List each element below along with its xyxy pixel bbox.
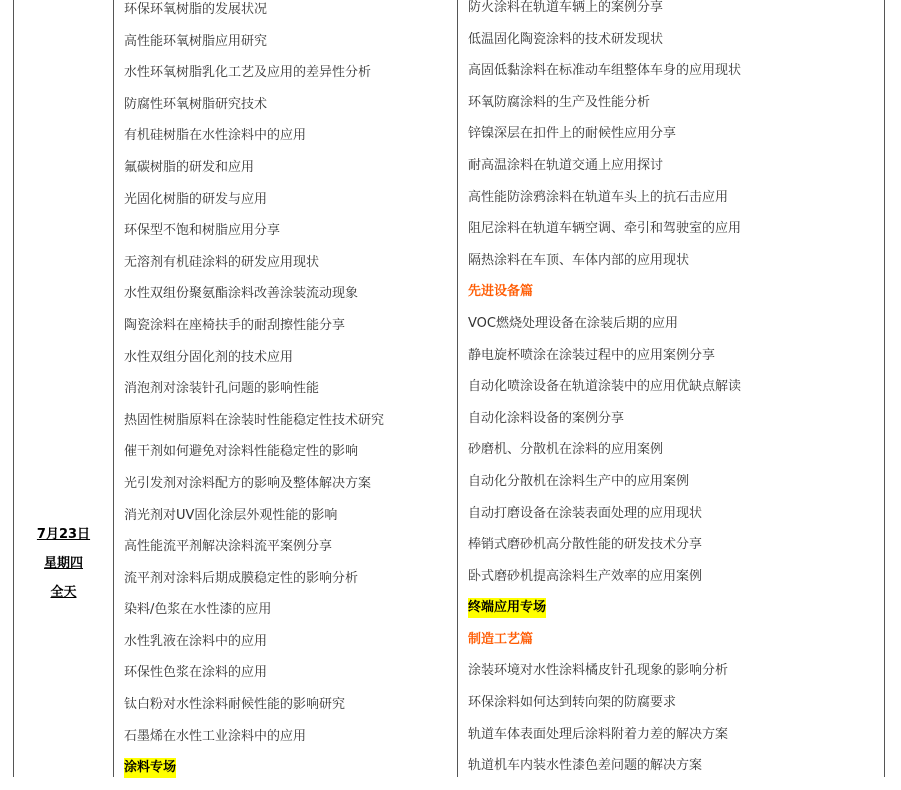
topic-item (124, 95, 456, 127)
topic-item (124, 474, 456, 506)
topic-item (124, 569, 456, 601)
topic-item (468, 567, 878, 599)
topic-text: 防腐性环氧树脂研究技术 (124, 96, 268, 112)
topic-text: 环保环氧树脂的发展状况 (124, 2, 268, 17)
topic-item (124, 221, 456, 253)
topic-item (468, 93, 878, 125)
topic-item (468, 219, 878, 251)
weekday-label: 星期四 (43, 556, 83, 571)
date-cell (14, 520, 113, 607)
topic-item (468, 756, 878, 788)
topic-text: 热固性树脂原料在涂装时性能稳定性技术研究 (124, 412, 385, 428)
topic-text: 水性环氧树脂乳化工艺及应用的差异性分析 (124, 65, 372, 81)
topic-item (124, 158, 456, 190)
topic-item (124, 190, 456, 222)
topic-item (124, 0, 456, 32)
topic-text: 高性能环氧树脂应用研究 (124, 33, 268, 49)
topic-item (124, 537, 456, 569)
topic-text: 涂装环境对水性涂料橘皮针孔现象的影响分析 (468, 663, 729, 679)
topic-item (468, 661, 878, 693)
topic-text: 自动化分散机在涂料生产中的应用案例 (468, 473, 690, 489)
topic-text: 砂磨机、分散机在涂料的应用案例 (468, 442, 664, 458)
topic-item (468, 251, 878, 283)
topic-text: 锌镍深层在扣件上的耐候性应用分享 (468, 126, 677, 142)
topic-text: 高性能流平剂解决涂料流平案例分享 (124, 539, 333, 555)
section-heading (124, 758, 456, 790)
date-label: 7月23日 (36, 527, 91, 542)
topic-text: 阻尼涂料在轨道车辆空调、牵引和驾驶室的应用 (468, 221, 742, 237)
topic-text: 陶瓷涂料在座椅扶手的耐刮擦性能分享 (124, 317, 346, 333)
topic-item (468, 409, 878, 441)
topic-text: 石墨烯在水性工业涂料中的应用 (124, 728, 307, 744)
topic-item (468, 314, 878, 346)
topic-item (124, 63, 456, 95)
topic-text: 水性乳液在涂料中的应用 (124, 633, 268, 649)
topic-text: 消泡剂对涂装针孔问题的影响性能 (124, 381, 320, 397)
topic-item (124, 442, 456, 474)
section-heading (468, 630, 878, 662)
topic-item (468, 535, 878, 567)
topic-text: 水性双组分固化剂的技术应用 (124, 349, 294, 365)
topic-item (468, 725, 878, 757)
topic-text: 有机硅树脂在水性涂料中的应用 (124, 128, 307, 144)
section-heading (468, 282, 878, 314)
topic-text: 染料/色浆在水性漆的应用 (124, 602, 272, 618)
topic-text: 氟碳树脂的研发和应用 (124, 159, 255, 175)
topic-item (468, 61, 878, 93)
topic-item (124, 695, 456, 727)
topic-item (124, 126, 456, 158)
topic-text: 无溶剂有机硅涂料的研发应用现状 (124, 254, 320, 270)
topic-text: 耐高温涂料在轨道交通上应用探讨 (468, 157, 664, 173)
topic-text: 环氧防腐涂料的生产及性能分析 (468, 94, 651, 110)
topic-item (468, 188, 878, 220)
topic-item (468, 504, 878, 536)
topic-text: 消光剂对UV固化涂层外观性能的影响 (124, 507, 338, 523)
table-divider-date (113, 0, 114, 777)
topic-item (124, 348, 456, 380)
table-border-right (884, 0, 885, 777)
topic-text: 环保性色浆在涂料的应用 (124, 665, 268, 681)
topic-item (124, 600, 456, 632)
topic-list-left (124, 0, 456, 790)
topic-text: 隔热涂料在车顶、车体内部的应用现状 (468, 252, 690, 268)
section-heading-text: 终端应用专场 (468, 598, 546, 618)
topic-text: 流平剂对涂料后期成膜稳定性的影响分析 (124, 570, 359, 586)
topic-text: 光固化树脂的研发与应用 (124, 191, 268, 207)
table-divider-middle (457, 0, 458, 777)
topic-text: 低温固化陶瓷涂料的技术研发现状 (468, 31, 664, 47)
topic-text: 轨道车体表面处理后涂料附着力差的解决方案 (468, 726, 729, 742)
topic-text: VOC燃烧处理设备在涂装后期的应用 (468, 315, 678, 331)
topic-text: 水性双组份聚氨酯涂料改善涂装流动现象 (124, 286, 359, 302)
topic-item (468, 472, 878, 504)
topic-text: 高固低黏涂料在标准动车组整体车身的应用现状 (468, 63, 742, 79)
topic-text: 环保型不饱和树脂应用分享 (124, 223, 281, 239)
topic-text: 静电旋杯喷涂在涂装过程中的应用案例分享 (468, 347, 716, 363)
topic-text: 环保涂料如何达到转向架的防腐要求 (468, 695, 677, 711)
topic-text: 卧式磨砂机提高涂料生产效率的应用案例 (468, 568, 703, 584)
topic-list-right (468, 0, 878, 788)
topic-text: 防火涂料在轨道车辆上的案例分享 (468, 0, 664, 15)
topic-item (124, 632, 456, 664)
topic-item (468, 124, 878, 156)
topic-item (468, 693, 878, 725)
topic-item (124, 663, 456, 695)
topic-item (124, 316, 456, 348)
period-label: 全天 (50, 585, 77, 600)
topic-item (124, 284, 456, 316)
table-border-left (13, 0, 14, 777)
topic-text: 自动化喷涂设备在轨道涂装中的应用优缺点解读 (468, 379, 742, 395)
topic-text: 自动化涂料设备的案例分享 (468, 410, 625, 426)
topic-text: 催干剂如何避免对涂料性能稳定性的影响 (124, 444, 359, 460)
topic-item (124, 379, 456, 411)
topic-text: 棒销式磨砂机高分散性能的研发技术分享 (468, 537, 703, 553)
topic-text: 自动打磨设备在涂装表面处理的应用现状 (468, 505, 703, 521)
section-heading-text: 涂料专场 (124, 758, 176, 778)
topic-text: 轨道机车内装水性漆色差问题的解决方案 (468, 758, 703, 774)
topic-item (124, 727, 456, 759)
topic-item (124, 32, 456, 64)
section-heading (468, 598, 878, 630)
topic-item (124, 411, 456, 443)
topic-item (468, 0, 878, 30)
topic-item (124, 506, 456, 538)
section-heading-text: 制造工艺篇 (468, 631, 534, 647)
section-heading-text: 先进设备篇 (468, 284, 534, 300)
topic-item (468, 30, 878, 62)
topic-text: 光引发剂对涂料配方的影响及整体解决方案 (124, 475, 372, 491)
topic-item (468, 346, 878, 378)
topic-text: 钛白粉对水性涂料耐候性能的影响研究 (124, 697, 346, 713)
topic-item (468, 156, 878, 188)
topic-item (468, 377, 878, 409)
topic-item (124, 253, 456, 285)
topic-item (468, 440, 878, 472)
topic-text: 高性能防涂鸦涂料在轨道车头上的抗石击应用 (468, 189, 729, 205)
